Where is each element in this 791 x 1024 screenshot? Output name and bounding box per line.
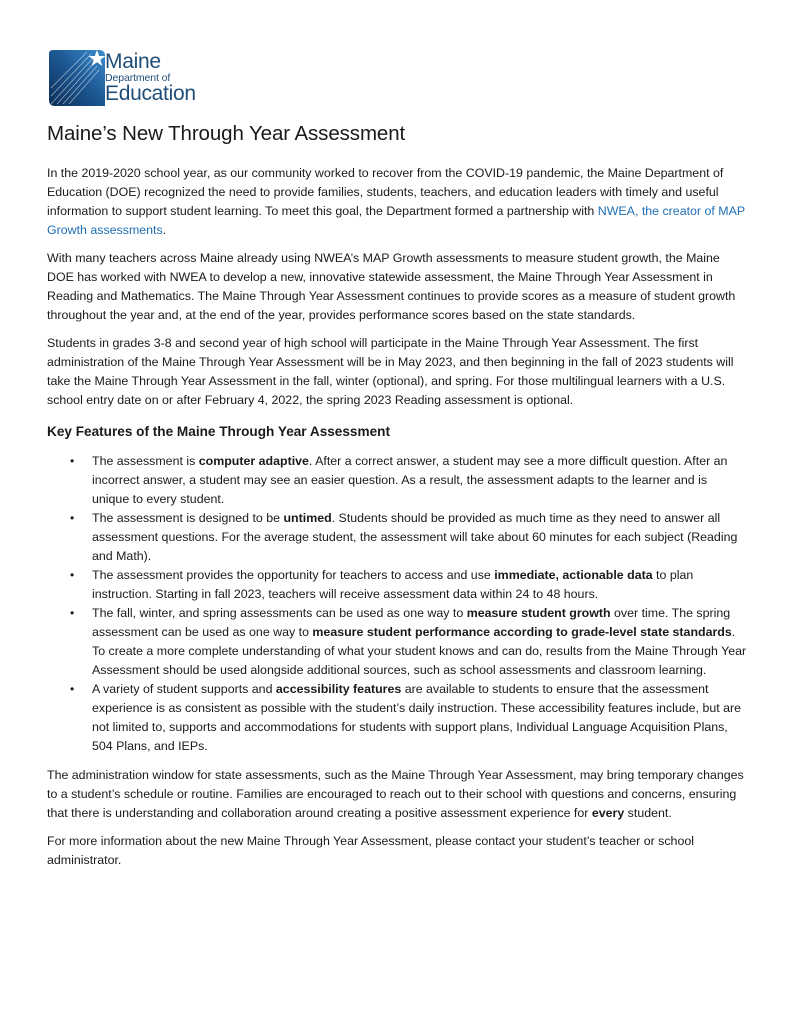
closing-paragraph-1 <box>47 766 747 823</box>
logo-wordmark <box>105 52 196 104</box>
item-text: over time. The spring assessment can be used as one way to <box>92 606 731 639</box>
closing-p1-text: The administration window for state assessments, such as the Maine Through Year Assessment, may bring temporary changes to a student’s schedule or routine. Families are encouraged to reach out to their school with questions and concerns, ensuring that there is understanding and collaboration around creating a positive assessment experience for <box>47 768 744 820</box>
bullet-icon: • <box>70 511 75 525</box>
logo-line-education: Education <box>105 82 196 105</box>
bullet-icon: • <box>70 568 75 582</box>
intro-paragraph-3: Students in grades 3-8 and second year of high school will participate in the Maine Through Year Assessment. The first administration of the Maine Through Year Assessment will be in May 2023, and then beginning in the fall of 2023 students will take the Maine Through Year Assessment in the fall, winter (optional), and spring. For those multilingual learners with a U.S. school entry date on or after February 4, 2022, the spring 2023 Reading assessment is optional. <box>47 336 734 407</box>
item-text: . After a correct answer, a student may see a more difficult question. After an incorrect answer, a student may see an easier question. As a result, the assessment adapts to the learner and is unique to every student. <box>92 454 728 506</box>
bullet-icon: • <box>70 454 75 468</box>
closing-p1-bold: every <box>591 806 625 820</box>
item-text: The assessment is <box>92 454 199 468</box>
item-text: . To create a more complete understanding of what your student knows and can do, results from the Maine Through Year Assessment should be used alongside additional sources, such as school assessments and classroom learning. <box>92 625 747 677</box>
nwea-link[interactable]: NWEA, the creator of MAP Growth assessments <box>47 204 745 237</box>
item-bold: immediate, actionable data <box>494 568 653 582</box>
document-body <box>47 164 747 879</box>
list-item <box>70 452 747 509</box>
item-bold: measure student performance according to grade-level state standards <box>312 625 732 639</box>
list-item <box>70 509 747 566</box>
item-text: A variety of student supports and <box>92 682 276 696</box>
list-item <box>70 566 747 604</box>
item-bold: accessibility features <box>275 682 402 696</box>
bullet-icon: • <box>70 606 75 620</box>
intro-p1-text: In the 2019-2020 school year, as our community worked to recover from the COVID-19 pandemic, the Maine Department of Education (DOE) recognized the need to provide families, students, teachers, and education leaders with timely and useful information to support student learning. To meet this goal, the Department formed a partnership with <box>47 166 724 218</box>
list-item <box>70 680 747 756</box>
item-text: The assessment is designed to be <box>92 511 284 525</box>
logo-line-maine: Maine <box>105 50 161 73</box>
list-item <box>70 604 747 680</box>
item-bold: computer adaptive <box>198 454 309 468</box>
item-text: The fall, winter, and spring assessments can be used as one way to <box>92 606 467 620</box>
item-text: . Students should be provided as much time as they need to answer all assessment questions. For the average student, the assessment will take about 60 minutes for each subject (Reading and Math). <box>92 511 738 563</box>
features-heading: Key Features of the Maine Through Year Assessment <box>47 424 390 439</box>
item-bold: measure student growth <box>466 606 611 620</box>
item-bold: untimed <box>283 511 332 525</box>
logo-line-department: Department of <box>105 72 171 84</box>
closing-p1-end: student. <box>624 806 672 820</box>
bullet-icon: • <box>70 682 75 696</box>
logo-emblem-icon <box>47 48 107 108</box>
item-text: to plan instruction. Starting in fall 2023, teachers will receive assessment data within 24 to 48 hours. <box>92 568 694 601</box>
closing-paragraph-2: For more information about the new Maine Through Year Assessment, please contact your student’s teacher or school administrator. <box>47 834 694 867</box>
page-title: Maine’s New Through Year Assessment <box>47 122 406 145</box>
features-list <box>47 452 747 756</box>
item-text: are available to students to ensure that the assessment experience is as consistent as possible with the student’s daily instruction. These accessibility features include, but are not limited to, supports and accommodations for students with support plans, Individual Language Acquisition Plans, 504 Plans, and IEPs. <box>92 682 742 753</box>
item-text: The assessment provides the opportunity for teachers to access and use <box>92 568 495 582</box>
maine-doe-logo <box>47 46 217 110</box>
intro-p1-end: . <box>162 223 167 237</box>
intro-paragraph-1 <box>47 164 747 240</box>
intro-paragraph-2: With many teachers across Maine already using NWEA’s MAP Growth assessments to measure student growth, the Maine DOE has worked with NWEA to develop a new, innovative statewide assessment, the Maine Through Year Assessment in Reading and Mathematics. The Maine Through Year Assessment continues to provide scores as a measure of student growth throughout the year and, at the end of the year, provides performance scores based on the state standards. <box>47 251 736 322</box>
